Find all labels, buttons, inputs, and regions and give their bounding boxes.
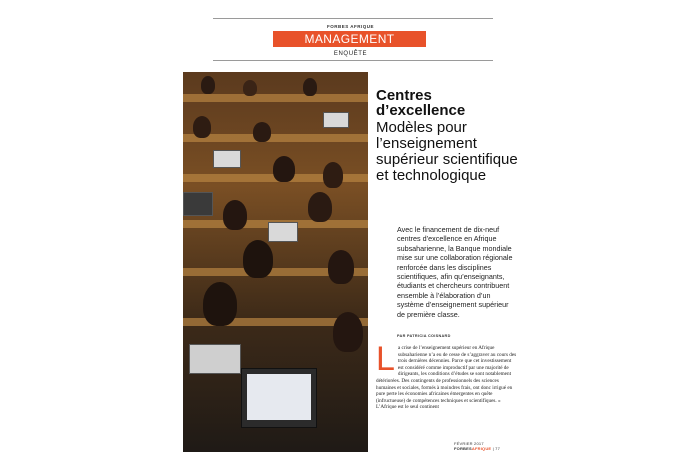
page-number: 77: [495, 446, 501, 451]
article-body: [376, 340, 517, 411]
footer-brand: FORBES: [454, 446, 472, 451]
classroom-photo: [183, 72, 368, 452]
article-byline: PAR PATRICIA COISNARD: [397, 334, 451, 338]
drop-cap: L: [376, 340, 395, 378]
subsection-label: ENQUÊTE: [333, 51, 368, 57]
article-standfirst: Avec le financement de dix-neuf centres d’excellence en Afrique subsaharienne, la Banque mondiale mise sur une collaboration régionale renforcée dans les disciplines scientifiques, afin qu’enseignants, étudiants et chercheurs contribuent ensemble à l’élaboration d’un système d’enseignement supérieur de première classe.: [397, 225, 513, 319]
article-title-bold: Centres d’excellence: [376, 87, 466, 119]
page-footer: [454, 441, 518, 451]
article-title-subtitle: Modèles pour l’enseignement supérieur scientifique et technologique: [376, 119, 518, 184]
section-banner: MANAGEMENT: [273, 31, 426, 47]
header-top-rule: [213, 18, 493, 19]
header-bottom-rule: [213, 60, 493, 61]
magazine-page: [183, 14, 518, 452]
publication-label: FORBES AFRIQUE: [326, 24, 375, 29]
footer-separator: |: [492, 446, 494, 451]
footer-date: FÉVRIER 2017: [454, 441, 484, 446]
article-body-paragraph: a crise de l’enseignement supérieur en Afrique subsaharienne n’a eu de cesse de s’aggraver au cours des trois dernières décennies. Parce que cet investissement est considéré comme improductif par une majorité de dirigeants, les conditions d’études se sont notablement détériorées. Des contingents de professionnels des sciences humaines et sociales, formés à moindres frais, ont donc irrigué en pure perte les économies africaines émergentes en quête (infructueuse) de compétences techniques et scientifiques. « L’Afrique est le seul continent: [376, 345, 517, 411]
footer-brand-accent: AFRIQUE: [471, 446, 492, 451]
